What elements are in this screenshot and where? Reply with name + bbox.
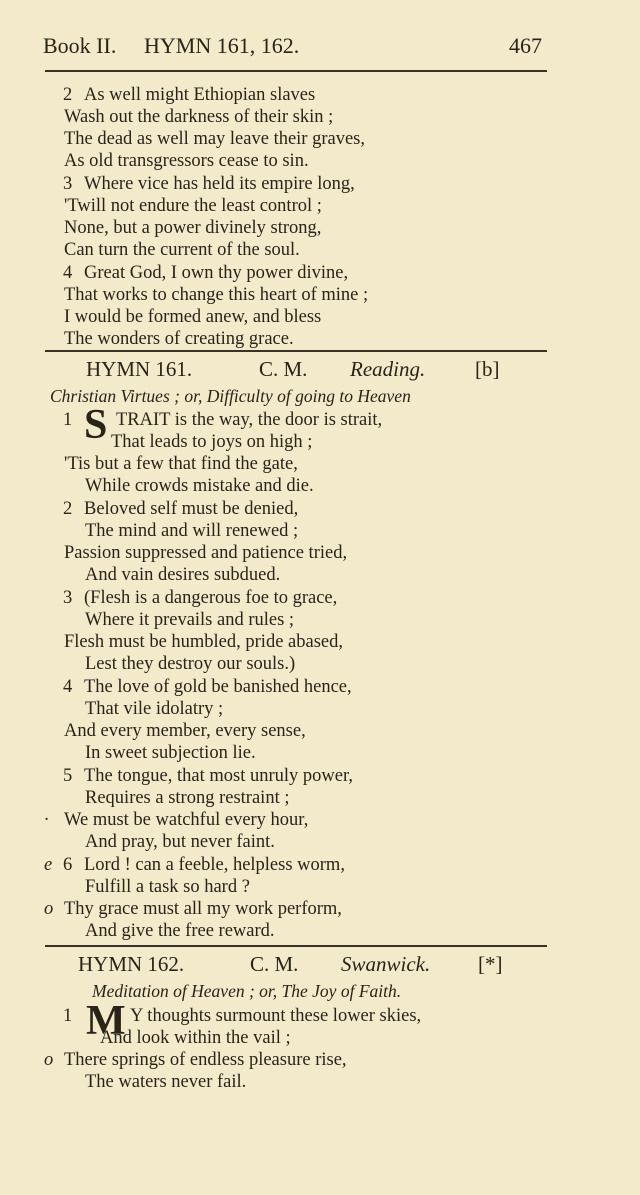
line-text: Passion suppressed and patience tried,	[64, 543, 348, 563]
verse-line	[0, 676, 640, 698]
verse-line	[0, 564, 640, 586]
verse-line	[0, 475, 640, 497]
line-text: Thy grace must all my work perform,	[64, 899, 342, 919]
line-text: The wonders of creating grace.	[64, 329, 294, 349]
line-text: None, but a power divinely strong,	[64, 218, 322, 238]
verse-line	[0, 328, 640, 350]
hymn-162-text	[0, 1005, 640, 1094]
line-text: And give the free reward.	[85, 921, 275, 941]
verse-line	[0, 128, 640, 150]
line-text: And pray, but never faint.	[85, 832, 275, 852]
page-number: 467	[509, 33, 542, 58]
verse-line	[0, 498, 640, 520]
verse-line	[0, 787, 640, 809]
verse-line	[0, 876, 640, 898]
line-text: That works to change this heart of mine ;	[64, 285, 369, 305]
line-text: Wash out the darkness of their skin ;	[64, 107, 334, 127]
verse-line	[0, 306, 640, 328]
line-text: Beloved self must be denied,	[84, 499, 299, 519]
verse-line	[0, 809, 640, 831]
verse-line	[0, 84, 640, 106]
stanza-number: 2	[63, 499, 73, 519]
verse-line	[0, 409, 640, 431]
line-text: (Flesh is a dangerous foe to grace,	[84, 588, 338, 608]
stanza-number: 4	[63, 263, 73, 283]
stanza-number: 6	[63, 855, 73, 875]
verse-line	[0, 854, 640, 876]
verse-line	[0, 520, 640, 542]
verse-line	[0, 1071, 640, 1093]
running-header	[43, 33, 553, 63]
meter: C. M.	[250, 952, 299, 976]
verse-line	[0, 239, 640, 261]
line-text: TRAIT is the way, the door is strait,	[116, 410, 383, 430]
line-text: I would be formed anew, and bless	[64, 307, 322, 327]
hymn-161-subtitle: Christian Virtues ; or, Difficulty of going to Heaven	[50, 386, 411, 406]
line-text: As old transgressors cease to sin.	[64, 151, 309, 171]
mark: [*]	[478, 952, 503, 976]
verse-line	[0, 631, 640, 653]
verse-line	[0, 765, 640, 787]
stanza-number: 1	[63, 1006, 73, 1026]
divider	[45, 945, 547, 947]
tune-name: Swanwick.	[341, 952, 431, 976]
verse-line	[0, 587, 640, 609]
line-text: As well might Ethiopian slaves	[84, 85, 316, 105]
line-text: Where vice has held its empire long,	[84, 174, 355, 194]
verse-line	[0, 262, 640, 284]
line-text: The love of gold be banished hence,	[84, 677, 352, 697]
verse-line	[0, 173, 640, 195]
verse-line	[0, 217, 640, 239]
tune-name: Reading.	[350, 357, 426, 381]
stanza-gap	[0, 942, 640, 943]
verse-line	[0, 920, 640, 942]
verse-line	[0, 720, 640, 742]
line-text: And every member, every sense,	[64, 721, 306, 741]
line-text: While crowds mistake and die.	[85, 476, 314, 496]
meter: C. M.	[259, 357, 308, 381]
line-text: 'Tis but a few that find the gate,	[64, 454, 298, 474]
margin-mark: ·	[44, 810, 49, 830]
hymn-162-subtitle: Meditation of Heaven ; or, The Joy of Faith.	[92, 981, 402, 1001]
line-text: The waters never fail.	[85, 1072, 247, 1092]
line-text: Can turn the current of the soul.	[64, 240, 300, 260]
verse-line	[0, 898, 640, 920]
hymn-161-text	[0, 409, 640, 943]
margin-mark: o	[44, 899, 54, 919]
hymn-number: HYMN 162.	[78, 952, 185, 976]
verse-line	[0, 453, 640, 475]
line-text: That vile idolatry ;	[85, 699, 224, 719]
verse-line	[0, 1049, 640, 1071]
drop-cap: S	[84, 402, 108, 448]
stanza-number: 3	[63, 588, 73, 608]
line-text: Requires a strong restraint ;	[85, 788, 290, 808]
verse-line	[0, 609, 640, 631]
line-text: In sweet subjection lie.	[85, 743, 256, 763]
line-text: The dead as well may leave their graves,	[64, 129, 366, 149]
header-rule	[45, 70, 547, 72]
verse-line	[0, 106, 640, 128]
line-text: Flesh must be humbled, pride abased,	[64, 632, 343, 652]
hymn-number: HYMN 161.	[86, 357, 193, 381]
stanza-number: 2	[63, 85, 73, 105]
line-text: The mind and will renewed ;	[85, 521, 299, 541]
verse-line	[0, 831, 640, 853]
verse-line	[0, 1027, 640, 1049]
line-text: Y thoughts surmount these lower skies,	[130, 1006, 422, 1026]
verse-line	[0, 742, 640, 764]
verse-line	[0, 1005, 640, 1027]
line-text: 'Twill not endure the least control ;	[64, 196, 322, 216]
line-text: Lest they destroy our souls.)	[85, 654, 296, 674]
line-text: And look within the vail ;	[100, 1028, 291, 1048]
header-title: HYMN 161, 162.	[144, 33, 300, 58]
verse-line	[0, 698, 640, 720]
verse-line	[0, 431, 640, 453]
verse-line	[0, 653, 640, 675]
line-text: Fulfill a task so hard ?	[85, 877, 250, 897]
line-text: Great God, I own thy power divine,	[84, 263, 349, 283]
stanza-gap	[0, 1093, 640, 1094]
line-text: And vain desires subdued.	[85, 565, 281, 585]
line-text: Lord ! can a feeble, helpless worm,	[84, 855, 345, 875]
margin-mark: e	[44, 855, 53, 875]
margin-mark: o	[44, 1050, 54, 1070]
stanza-number: 3	[63, 174, 73, 194]
line-text: That leads to joys on high ;	[111, 432, 313, 452]
verse-line	[0, 284, 640, 306]
previous-hymn-continuation	[0, 84, 640, 351]
line-text: The tongue, that most unruly power,	[84, 766, 353, 786]
drop-cap: M	[86, 998, 126, 1044]
line-text: There springs of endless pleasure rise,	[64, 1050, 347, 1070]
divider	[45, 350, 547, 352]
book-label: Book II.	[43, 33, 117, 58]
stanza-number: 4	[63, 677, 73, 697]
verse-line	[0, 150, 640, 172]
line-text: We must be watchful every hour,	[64, 810, 309, 830]
verse-line	[0, 542, 640, 564]
line-text: Where it prevails and rules ;	[85, 610, 295, 630]
stanza-number: 1	[63, 410, 73, 430]
stanza-number: 5	[63, 766, 73, 786]
mark: [b]	[475, 357, 500, 381]
verse-line	[0, 195, 640, 217]
